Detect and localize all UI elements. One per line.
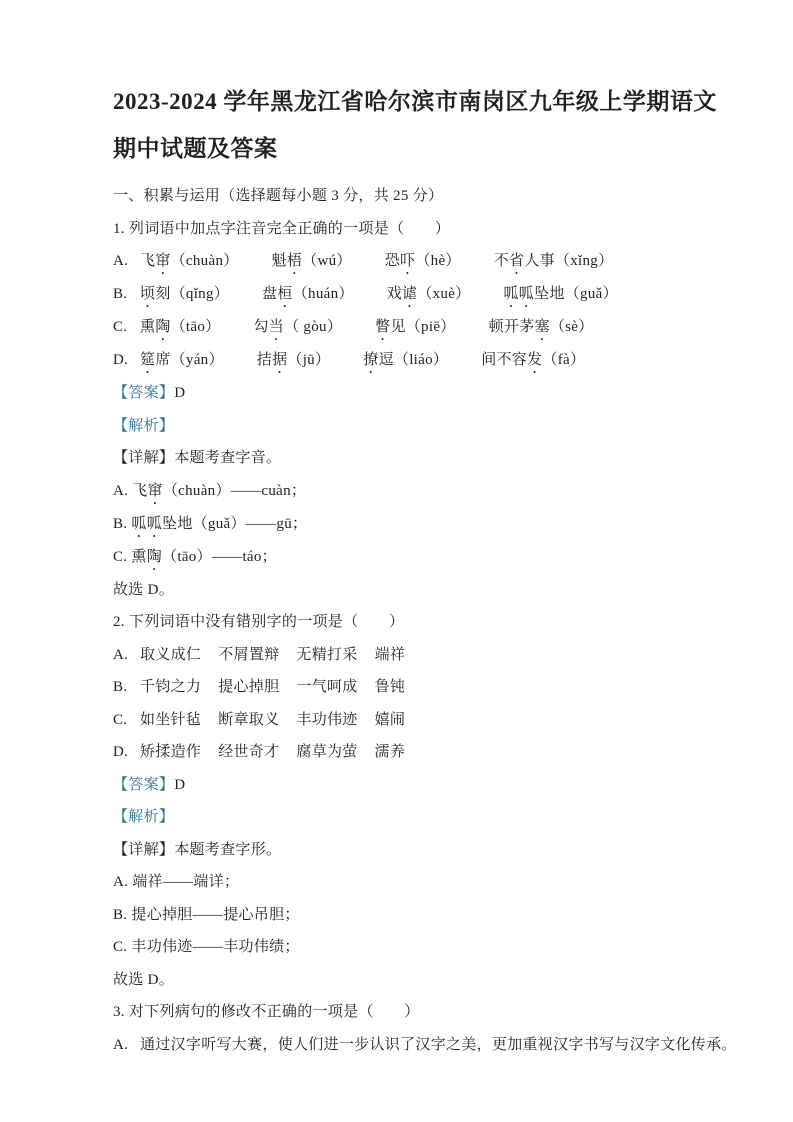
q1-explanation-b: B. 呱呱坠地（guǎ）——gū； bbox=[113, 515, 308, 532]
q2-detail-line: 【详解】本题考查字形。 bbox=[113, 841, 282, 858]
section-heading: 一、积累与运用（选择题每小题 3 分，共 25 分） bbox=[113, 188, 444, 204]
option-label: C. bbox=[113, 319, 128, 335]
q1-explanation-c: C. 熏陶（tāo）——táo； bbox=[113, 548, 277, 565]
option-item: 通过汉字听写大赛，使人们进一步认识了汉字之美，更加重视汉字书写与汉字文化传承。 bbox=[140, 1036, 737, 1053]
q1-option-row-b bbox=[113, 278, 733, 311]
option-item: 濡养 bbox=[374, 744, 406, 760]
option-item: 勾当（ gòu） bbox=[253, 319, 343, 335]
option-item: 一气呵成 bbox=[296, 679, 358, 695]
q2-option-row-b bbox=[113, 671, 733, 704]
option-item: 丰功伟迹 bbox=[296, 711, 358, 728]
option-item: 端祥 bbox=[374, 646, 406, 663]
option-item: 经世奇才 bbox=[218, 744, 280, 760]
title-line-2: 期中试题及答案 bbox=[113, 136, 278, 161]
option-label: B. bbox=[113, 286, 128, 302]
document-title bbox=[113, 78, 733, 172]
q2-option-row-a bbox=[113, 639, 733, 672]
title-line-1: 2023-2024 学年黑龙江省哈尔滨市南岗区九年级上学期语文 bbox=[113, 89, 717, 114]
q1-option-row-d bbox=[113, 344, 733, 377]
option-item: 提心掉胆 bbox=[218, 679, 280, 695]
option-item: 取义成仁 bbox=[140, 646, 202, 663]
q2-option-row-c bbox=[113, 704, 733, 737]
q1-option-row-a bbox=[113, 245, 733, 278]
option-label: A. bbox=[113, 646, 129, 663]
option-item: 顿开茅塞（sè） bbox=[488, 319, 594, 335]
q2-explanation-b: B. 提心掉胆——提心吊胆； bbox=[113, 906, 300, 923]
option-label: C. bbox=[113, 711, 128, 728]
q2-answer-line bbox=[113, 769, 733, 802]
q1-analysis-line bbox=[113, 410, 733, 443]
q2-explanation-a: A. 端祥——端详； bbox=[113, 874, 240, 890]
q2-option-row-d bbox=[113, 736, 733, 769]
q1-answer-line bbox=[113, 377, 733, 410]
option-item: 鲁钝 bbox=[374, 679, 406, 695]
q1-option-row-c bbox=[113, 311, 733, 344]
analysis-label: 【解析】 bbox=[113, 809, 175, 825]
option-label: A. bbox=[113, 1036, 129, 1053]
option-item: 腐草为萤 bbox=[296, 744, 358, 760]
q2-stem: 2. 下列词语中没有错别字的一项是（ ） bbox=[113, 614, 405, 630]
option-item: 嬉闹 bbox=[374, 711, 406, 728]
option-item: 筵席（yán） bbox=[140, 352, 224, 368]
option-item: 魁梧（wú） bbox=[271, 253, 352, 269]
answer-label: 【答案】 bbox=[113, 385, 175, 401]
option-item: 瞥见（piē） bbox=[375, 319, 456, 335]
q1-explanation-a: A. 飞窜（chuàn）——cuàn； bbox=[113, 482, 307, 499]
option-label: D. bbox=[113, 744, 129, 760]
analysis-label: 【解析】 bbox=[113, 417, 175, 434]
option-item: 呱呱坠地（guǎ） bbox=[503, 286, 618, 302]
option-item: 拮据（jū） bbox=[256, 352, 331, 368]
option-item: 不省人事（xǐng） bbox=[493, 253, 614, 269]
option-item: 飞窜（chuàn） bbox=[140, 253, 239, 269]
option-item: 撩逗（liáo） bbox=[363, 352, 449, 368]
answer-value: D bbox=[174, 776, 186, 793]
option-item: 盘桓（huán） bbox=[262, 286, 354, 302]
option-item: 戏谑（xuè） bbox=[386, 286, 471, 302]
option-item: 断章取义 bbox=[218, 711, 280, 728]
option-item: 不屑置辩 bbox=[218, 646, 280, 663]
q1-detail-line: 【详解】本题考查字音。 bbox=[113, 450, 282, 466]
option-item: 矫揉造作 bbox=[140, 744, 202, 760]
q1-conclusion-line: 故选 D。 bbox=[113, 581, 175, 598]
q3-option-row-a bbox=[113, 1029, 737, 1062]
answer-label: 【答案】 bbox=[113, 776, 175, 793]
answer-value: D bbox=[174, 385, 186, 401]
q2-conclusion-line: 故选 D。 bbox=[113, 971, 175, 988]
q3-stem: 3. 对下列病句的修改不正确的一项是（ ） bbox=[113, 1004, 420, 1020]
option-item: 无精打采 bbox=[296, 646, 358, 663]
q1-stem: 1. 列词语中加点字注音完全正确的一项是（ ） bbox=[113, 220, 451, 237]
option-label: D. bbox=[113, 352, 129, 368]
option-item: 顷刻（qǐng） bbox=[140, 286, 230, 302]
option-item: 如坐针毡 bbox=[140, 711, 202, 728]
option-label: B. bbox=[113, 679, 128, 695]
option-item: 恐吓（hè） bbox=[384, 253, 461, 269]
option-item: 熏陶（tāo） bbox=[140, 319, 221, 335]
option-item: 千钧之力 bbox=[140, 679, 202, 695]
option-item: 间不容发（fà） bbox=[481, 352, 586, 368]
q2-analysis-line bbox=[113, 801, 733, 834]
option-label: A. bbox=[113, 253, 129, 269]
q2-explanation-c: C. 丰功伟迹——丰功伟绩； bbox=[113, 939, 300, 955]
